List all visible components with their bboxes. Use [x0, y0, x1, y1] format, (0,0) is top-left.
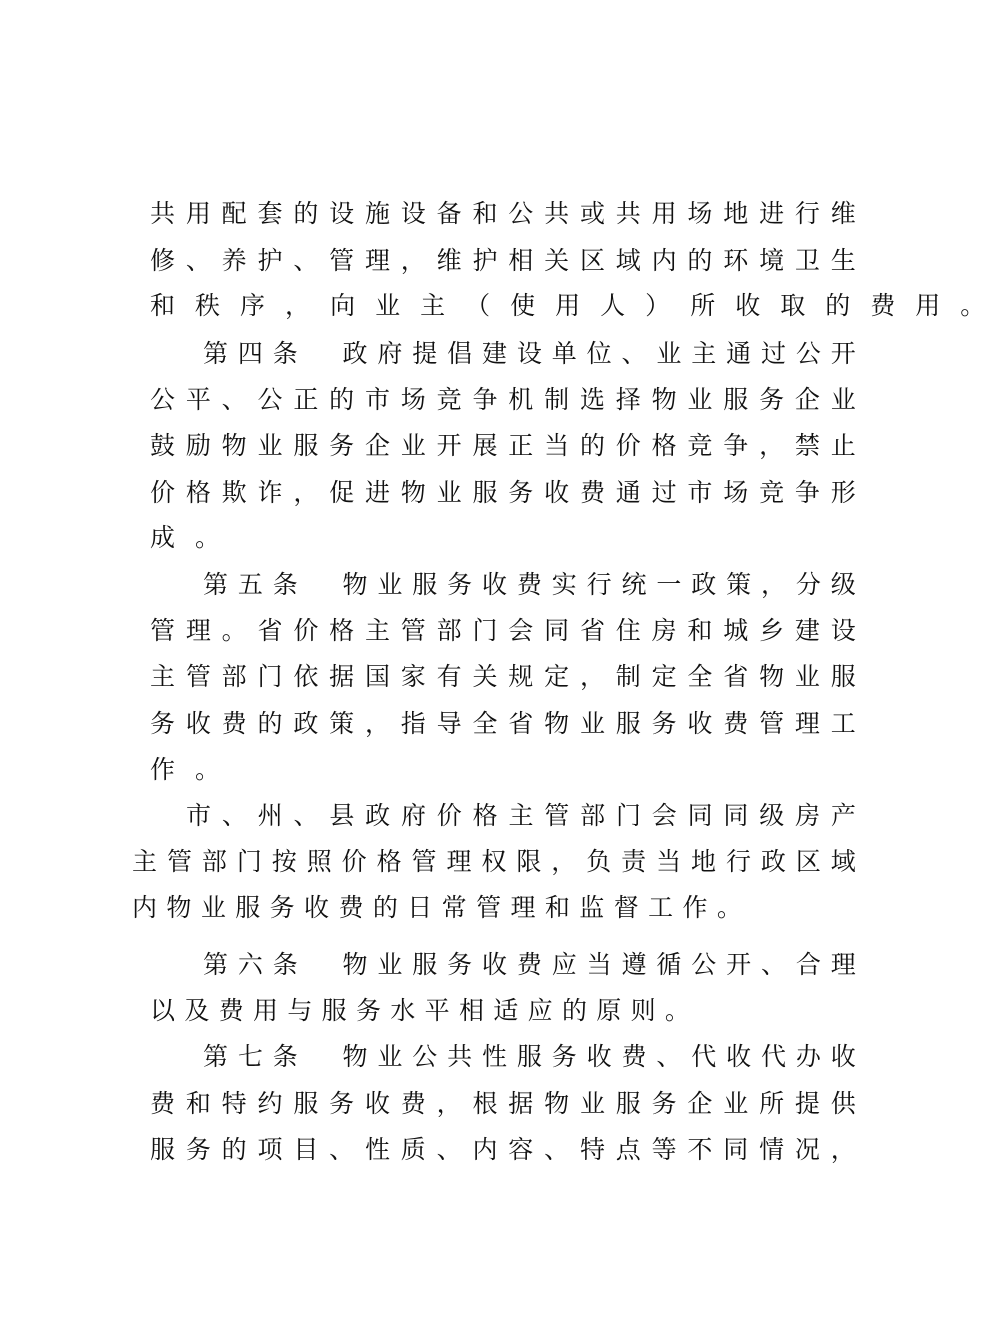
- text-line: 作 。: [150, 755, 221, 784]
- text-line: 公 平 、 公 正 的 市 场 竞 争 机 制 选 择 物 业 服 务 企 业: [150, 385, 856, 414]
- text-line: 主 管 部 门 按 照 价 格 管 理 权 限 ， 负 责 当 地 行 政 区 域: [132, 847, 856, 876]
- text-line: 第 七 条 物 业 公 共 性 服 务 收 费 、 代 收 代 办 收: [203, 1042, 856, 1071]
- text-line: 第 六 条 物 业 服 务 收 费 应 当 遵 循 公 开 、 合 理: [203, 950, 856, 979]
- text-line: 费 和 特 约 服 务 收 费 ， 根 据 物 业 服 务 企 业 所 提 供: [150, 1089, 856, 1118]
- text-line: 务 收 费 的 政 策 ， 指 导 全 省 物 业 服 务 收 费 管 理 工: [150, 709, 856, 738]
- text-line: 共 用 配 套 的 设 施 设 备 和 公 共 或 共 用 场 地 进 行 维: [150, 199, 856, 228]
- text-line: 管 理 。 省 价 格 主 管 部 门 会 同 省 住 房 和 城 乡 建 设: [150, 616, 856, 645]
- text-line: 以 及 费 用 与 服 务 水 平 相 适 应 的 原 则 。: [150, 996, 690, 1025]
- text-line: 鼓 励 物 业 服 务 企 业 开 展 正 当 的 价 格 竞 争 ， 禁 止: [150, 431, 856, 460]
- text-line: 服 务 的 项 目 、 性 质 、 内 容 、 特 点 等 不 同 情 况 ，: [150, 1135, 856, 1164]
- text-line: 成 。: [150, 523, 221, 552]
- text-line: 第 四 条 政 府 提 倡 建 设 单 位 、 业 主 通 过 公 开: [203, 339, 856, 368]
- text-line: 价 格 欺 诈 ， 促 进 物 业 服 务 收 费 通 过 市 场 竞 争 形: [150, 478, 856, 507]
- text-line: 第 五 条 物 业 服 务 收 费 实 行 统 一 政 策 ， 分 级: [203, 570, 856, 599]
- text-line: 内 物 业 服 务 收 费 的 日 常 管 理 和 监 督 工 作 。: [132, 893, 742, 922]
- text-line: 主 管 部 门 依 据 国 家 有 关 规 定 ， 制 定 全 省 物 业 服: [150, 662, 856, 691]
- text-line: 和 秩 序 ， 向 业 主 （ 使 用 人 ） 所 收 取 的 费 用 。: [150, 291, 985, 320]
- text-line: 修 、 养 护 、 管 理 ， 维 护 相 关 区 域 内 的 环 境 卫 生: [150, 246, 856, 275]
- text-line: 市 、 州 、 县 政 府 价 格 主 管 部 门 会 同 同 级 房 产: [186, 801, 856, 830]
